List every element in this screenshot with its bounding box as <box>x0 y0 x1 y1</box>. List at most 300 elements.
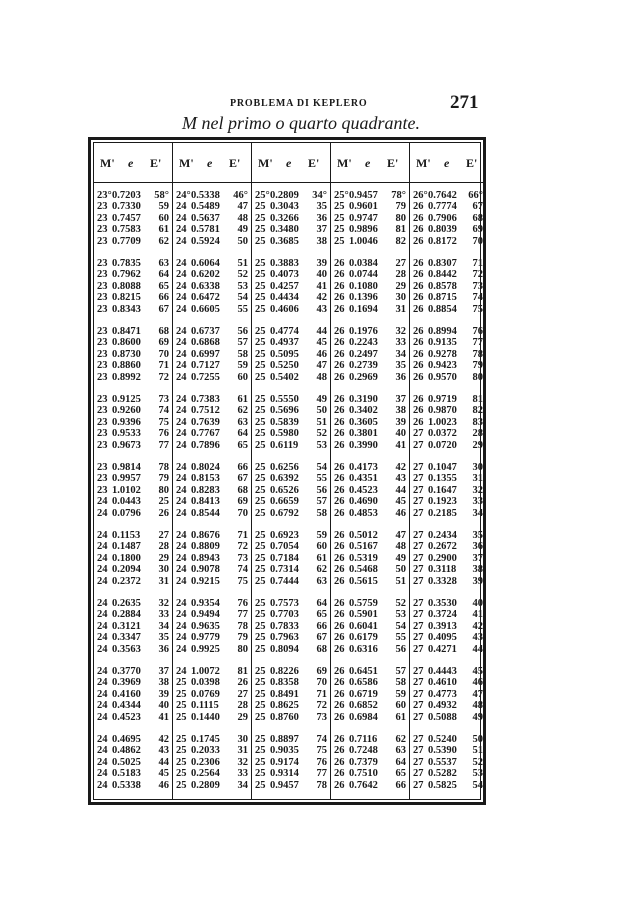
cell-m: 25 <box>255 643 266 655</box>
cell-e: 0.2306 <box>191 756 220 768</box>
cell-e: 0.9354 <box>191 598 220 609</box>
table-row <box>94 405 172 416</box>
cell-e-prime: 59 <box>316 530 327 541</box>
cell-m: 26 <box>334 258 345 269</box>
table-row <box>252 632 330 643</box>
table-row <box>173 632 251 643</box>
cell-m: 26 <box>413 348 424 360</box>
table-row <box>173 405 251 416</box>
table-row <box>331 530 409 541</box>
cell-e-prime: 34 <box>472 507 483 519</box>
column-header <box>94 143 172 183</box>
cell-e: 0.4351 <box>349 473 378 485</box>
cell-m: 27 <box>413 575 424 587</box>
cell-m: 24 <box>176 269 187 281</box>
page-number: 271 <box>450 92 479 113</box>
cell-e-prime: 51 <box>237 258 248 269</box>
table-row <box>94 201 172 212</box>
cell-e-prime: 44 <box>395 484 406 496</box>
cell-e: 0.8715 <box>428 292 457 304</box>
table-row <box>410 269 486 280</box>
row-block <box>410 258 486 326</box>
cell-m: 26 <box>334 643 345 655</box>
cell-m: 24 <box>176 337 187 349</box>
cell-m: 27 <box>413 643 424 655</box>
table-row <box>331 394 409 405</box>
cell-e: 0.0443 <box>112 496 141 508</box>
cell-m: 24 <box>176 666 187 677</box>
row-block <box>252 598 330 666</box>
table-row <box>252 417 330 428</box>
table-row <box>252 689 330 700</box>
table-row <box>94 609 172 620</box>
cell-e-prime: 28 <box>395 269 406 281</box>
table-row <box>331 190 409 201</box>
header-e: e <box>365 156 371 170</box>
row-block <box>331 326 409 394</box>
cell-e-prime: 39 <box>158 688 169 700</box>
table-row <box>173 576 251 587</box>
cell-m: 25 <box>176 745 187 757</box>
table-row <box>94 666 172 677</box>
cell-m: 25 <box>255 677 266 689</box>
table-row <box>331 609 409 620</box>
table-row <box>410 349 486 360</box>
cell-e: 0.2434 <box>428 530 457 541</box>
cell-m: 26 <box>334 269 345 281</box>
table-row <box>94 304 172 315</box>
cell-m: 25 <box>255 541 266 553</box>
cell-m: 24 <box>97 632 108 644</box>
cell-e-prime: 33 <box>158 609 169 621</box>
cell-e-prime: 70 <box>158 348 169 360</box>
table-row <box>94 768 172 779</box>
cell-e-prime: 51 <box>395 575 406 587</box>
cell-e-prime: 52 <box>237 269 248 281</box>
cell-e: 0.9719 <box>428 394 457 405</box>
cell-e: 0.4862 <box>112 745 141 757</box>
cell-e-prime: 68 <box>316 643 327 655</box>
table-row <box>173 440 251 451</box>
cell-e: 0.5088 <box>428 711 457 723</box>
cell-e: 0.2094 <box>112 564 141 576</box>
cell-m: 26 <box>334 552 345 564</box>
cell-e: 0.4773 <box>428 688 457 700</box>
table-row <box>410 201 486 212</box>
table-row <box>331 236 409 247</box>
cell-m: 24 <box>176 428 187 440</box>
cell-m: 26 <box>413 303 424 315</box>
cell-e-prime: 77 <box>237 609 248 621</box>
cell-m: 24 <box>97 609 108 621</box>
cell-m: 26 <box>413 235 424 247</box>
cell-e-prime: 49 <box>237 224 248 236</box>
table-row <box>331 201 409 212</box>
cell-m: 26 <box>334 326 345 337</box>
cell-m: 24 <box>176 598 187 609</box>
cell-e: 0.8343 <box>112 303 141 315</box>
cell-e-prime: 70 <box>316 677 327 689</box>
table-row <box>252 677 330 688</box>
cell-m: 26 <box>334 439 345 451</box>
cell-m: 26 <box>334 428 345 440</box>
table-row <box>410 224 486 235</box>
table-row <box>410 304 486 315</box>
cell-e: 0.9957 <box>112 473 141 485</box>
cell-e-prime: 37 <box>472 552 483 564</box>
cell-m: 25 <box>255 598 266 609</box>
cell-m: 24 <box>97 564 108 576</box>
table-row <box>252 462 330 473</box>
cell-e-prime: 72 <box>472 269 483 281</box>
cell-e: 0.5402 <box>270 371 299 383</box>
cell-e: 0.3563 <box>112 643 141 655</box>
cell-e-prime: 50 <box>237 235 248 247</box>
cell-m: 25 <box>255 779 266 791</box>
cell-m: 25 <box>255 756 266 768</box>
table-row <box>94 541 172 552</box>
row-block <box>173 326 251 394</box>
cell-e-prime: 35 <box>316 201 327 213</box>
cell-e: 0.7203 <box>112 190 141 201</box>
cell-e: 0.2809 <box>270 190 299 201</box>
cell-e-prime: 50 <box>472 734 483 745</box>
table-row <box>252 485 330 496</box>
cell-e: 0.6472 <box>191 292 220 304</box>
cell-e-prime: 48 <box>472 700 483 712</box>
cell-e: 0.5489 <box>191 201 220 213</box>
cell-m: 25 <box>255 269 266 281</box>
cell-e-prime: 61 <box>316 552 327 564</box>
cell-e: 0.3121 <box>112 620 141 632</box>
table-row <box>331 700 409 711</box>
cell-e-prime: 27 <box>237 688 248 700</box>
cell-e: 0.5759 <box>349 598 378 609</box>
cell-e: 0.6041 <box>349 620 378 632</box>
table-row <box>173 530 251 541</box>
cell-m: 25 <box>176 768 187 780</box>
table-row <box>331 281 409 292</box>
table-row <box>410 360 486 371</box>
table-row <box>331 576 409 587</box>
cell-m: 25° <box>334 190 349 201</box>
table-row <box>331 757 409 768</box>
cell-m: 25 <box>255 326 266 337</box>
cell-e-prime: 80 <box>158 484 169 496</box>
cell-m: 26 <box>334 779 345 791</box>
cell-m: 27 <box>413 541 424 553</box>
cell-e-prime: 27 <box>395 258 406 269</box>
header-e: e <box>444 156 450 170</box>
row-block <box>331 734 409 802</box>
row-block <box>173 666 251 734</box>
table-row <box>94 440 172 451</box>
cell-e: 0.4695 <box>112 734 141 745</box>
cell-e: 0.7054 <box>270 541 299 553</box>
table-row <box>410 689 486 700</box>
table-row <box>331 213 409 224</box>
cell-m: 25 <box>255 280 266 292</box>
cell-e-prime: 52 <box>472 756 483 768</box>
table-row <box>410 337 486 348</box>
cell-e-prime: 49 <box>395 552 406 564</box>
table-row <box>173 213 251 224</box>
table-row <box>331 677 409 688</box>
table-row <box>410 462 486 473</box>
table-column-group <box>331 143 410 799</box>
row-block <box>410 530 486 598</box>
cell-e: 0.9457 <box>349 190 378 201</box>
cell-e: 0.8600 <box>112 337 141 349</box>
cell-e-prime: 76 <box>237 598 248 609</box>
cell-e: 0.9078 <box>191 564 220 576</box>
cell-e: 0.0372 <box>428 428 457 440</box>
cell-e-prime: 75 <box>158 416 169 428</box>
cell-e-prime: 40 <box>316 269 327 281</box>
cell-e-prime: 78 <box>237 620 248 632</box>
cell-m: 24 <box>176 473 187 485</box>
cell-e-prime: 83 <box>472 416 483 428</box>
table-row <box>410 428 486 439</box>
cell-e-prime: 82 <box>472 405 483 417</box>
cell-e-prime: 69 <box>316 666 327 677</box>
cell-e-prime: 39 <box>316 258 327 269</box>
cell-e: 0.2900 <box>428 552 457 564</box>
cell-e: 0.8471 <box>112 326 141 337</box>
cell-e: 0.3801 <box>349 428 378 440</box>
cell-e: 0.4095 <box>428 632 457 644</box>
table-row <box>94 360 172 371</box>
cell-m: 25 <box>255 235 266 247</box>
cell-m: 27 <box>413 496 424 508</box>
cell-e: 0.3266 <box>270 212 299 224</box>
cell-e: 0.6923 <box>270 530 299 541</box>
cell-e: 0.6737 <box>191 326 220 337</box>
cell-e-prime: 75 <box>316 745 327 757</box>
cell-m: 27 <box>413 688 424 700</box>
cell-m: 25 <box>176 700 187 712</box>
cell-e: 0.2969 <box>349 371 378 383</box>
cell-e-prime: 42 <box>316 292 327 304</box>
table-row <box>94 394 172 405</box>
cell-e-prime: 56 <box>237 326 248 337</box>
cell-e-prime: 54 <box>237 292 248 304</box>
cell-e: 0.8544 <box>191 507 220 519</box>
table-row <box>331 473 409 484</box>
cell-e-prime: 73 <box>316 711 327 723</box>
cell-e-prime: 60 <box>316 541 327 553</box>
cell-e: 0.7833 <box>270 620 299 632</box>
cell-e-prime: 31 <box>395 303 406 315</box>
row-block <box>331 190 409 258</box>
cell-m: 27 <box>413 552 424 564</box>
table-row <box>252 598 330 609</box>
cell-e-prime: 34 <box>237 779 248 791</box>
cell-e-prime: 36 <box>316 212 327 224</box>
cell-e: 0.9896 <box>349 224 378 236</box>
cell-m: 26 <box>413 326 424 337</box>
cell-e-prime: 58° <box>154 190 169 201</box>
cell-e-prime: 29 <box>472 439 483 451</box>
table-row <box>94 428 172 439</box>
cell-e-prime: 34° <box>312 190 327 201</box>
cell-m: 24 <box>97 711 108 723</box>
table-row <box>252 609 330 620</box>
row-block <box>173 462 251 530</box>
table-row <box>331 666 409 677</box>
cell-e: 0.9570 <box>428 371 457 383</box>
cell-e-prime: 53 <box>316 439 327 451</box>
cell-m: 27 <box>413 700 424 712</box>
cell-m: 26 <box>334 416 345 428</box>
cell-e: 0.5696 <box>270 405 299 417</box>
table-row <box>252 304 330 315</box>
cell-m: 24 <box>176 371 187 383</box>
cell-m: 25 <box>334 224 345 236</box>
cell-e-prime: 31 <box>237 745 248 757</box>
cell-m: 26 <box>334 348 345 360</box>
cell-e-prime: 40 <box>472 598 483 609</box>
cell-e: 0.3530 <box>428 598 457 609</box>
cell-m: 25 <box>255 405 266 417</box>
cell-m: 27 <box>413 620 424 632</box>
cell-m: 23 <box>97 394 108 405</box>
cell-e-prime: 27 <box>158 530 169 541</box>
cell-e: 0.6316 <box>349 643 378 655</box>
cell-m: 24 <box>97 530 108 541</box>
cell-m: 24 <box>97 677 108 689</box>
cell-e: 0.5338 <box>191 190 220 201</box>
cell-e: 0.0384 <box>349 258 378 269</box>
cell-e-prime: 46 <box>316 348 327 360</box>
cell-e: 0.5338 <box>112 779 141 791</box>
row-blocks <box>410 190 486 802</box>
row-block <box>252 258 330 326</box>
cell-e-prime: 29 <box>395 280 406 292</box>
cell-m: 26 <box>334 541 345 553</box>
cell-e-prime: 60 <box>395 700 406 712</box>
cell-m: 26 <box>334 734 345 745</box>
cell-e-prime: 69 <box>237 496 248 508</box>
table-row <box>410 780 486 791</box>
cell-e: 0.3685 <box>270 235 299 247</box>
cell-e-prime: 70 <box>472 235 483 247</box>
cell-e-prime: 39 <box>472 575 483 587</box>
cell-m: 26 <box>413 280 424 292</box>
cell-e-prime: 37 <box>395 394 406 405</box>
cell-e: 0.8024 <box>191 462 220 473</box>
column-header <box>252 143 330 183</box>
cell-m: 25 <box>255 620 266 632</box>
cell-m: 27 <box>413 439 424 451</box>
table-row <box>331 440 409 451</box>
cell-m: 24 <box>97 598 108 609</box>
cell-m: 26 <box>413 337 424 349</box>
cell-e: 0.0398 <box>191 677 220 689</box>
cell-e: 0.7116 <box>349 734 378 745</box>
cell-e: 0.7703 <box>270 609 299 621</box>
table-row <box>252 553 330 564</box>
cell-e-prime: 59 <box>395 688 406 700</box>
cell-e: 0.9533 <box>112 428 141 440</box>
table-row <box>331 258 409 269</box>
cell-e: 0.8676 <box>191 530 220 541</box>
table-row <box>173 689 251 700</box>
cell-e: 0.8172 <box>428 235 457 247</box>
cell-e-prime: 66° <box>468 190 483 201</box>
header-m: M' <box>258 156 273 170</box>
cell-e-prime: 46 <box>158 779 169 791</box>
cell-e: 0.1923 <box>428 496 457 508</box>
cell-e: 0.8226 <box>270 666 299 677</box>
row-block <box>410 394 486 462</box>
cell-e-prime: 67 <box>237 473 248 485</box>
table-row <box>252 621 330 632</box>
table-row <box>410 598 486 609</box>
cell-e: 0.6719 <box>349 688 378 700</box>
cell-e-prime: 44 <box>316 326 327 337</box>
page-subtitle: M nel primo o quarto quadrante. <box>182 113 420 133</box>
cell-e: 0.8039 <box>428 224 457 236</box>
cell-m: 25 <box>255 292 266 304</box>
table-row <box>94 281 172 292</box>
table-row <box>331 598 409 609</box>
table-column-group <box>94 143 173 799</box>
cell-e: 0.2809 <box>191 779 220 791</box>
cell-e: 0.5390 <box>428 745 457 757</box>
cell-e-prime: 35 <box>158 632 169 644</box>
table-row <box>94 269 172 280</box>
row-blocks <box>94 190 172 802</box>
cell-e: 0.4073 <box>270 269 299 281</box>
table-row <box>94 190 172 201</box>
cell-e: 0.7906 <box>428 212 457 224</box>
cell-e-prime: 54 <box>316 462 327 473</box>
cell-m: 24 <box>176 292 187 304</box>
cell-e: 0.5980 <box>270 428 299 440</box>
cell-e-prime: 69 <box>472 224 483 236</box>
table-row <box>252 201 330 212</box>
cell-m: 24 <box>176 552 187 564</box>
table-row <box>252 700 330 711</box>
cell-e: 0.9925 <box>191 643 220 655</box>
cell-e-prime: 38 <box>472 564 483 576</box>
table-row <box>410 745 486 756</box>
table-row <box>94 576 172 587</box>
cell-e-prime: 39 <box>395 416 406 428</box>
cell-e-prime: 72 <box>316 700 327 712</box>
table-row <box>410 281 486 292</box>
cell-e: 0.8094 <box>270 643 299 655</box>
cell-m: 24 <box>176 360 187 372</box>
row-block <box>94 326 172 394</box>
cell-e: 0.7896 <box>191 439 220 451</box>
table-row <box>410 190 486 201</box>
cell-m: 26 <box>334 394 345 405</box>
cell-e: 0.7379 <box>349 756 378 768</box>
cell-m: 26 <box>334 609 345 621</box>
cell-m: 24 <box>97 768 108 780</box>
cell-e-prime: 30 <box>158 564 169 576</box>
cell-e-prime: 56 <box>316 484 327 496</box>
cell-m: 24 <box>97 734 108 745</box>
cell-m: 25 <box>255 530 266 541</box>
cell-e: 0.1355 <box>428 473 457 485</box>
cell-m: 26 <box>413 416 424 428</box>
cell-m: 24 <box>176 201 187 213</box>
cell-m: 25 <box>255 428 266 440</box>
cell-e-prime: 53 <box>395 609 406 621</box>
